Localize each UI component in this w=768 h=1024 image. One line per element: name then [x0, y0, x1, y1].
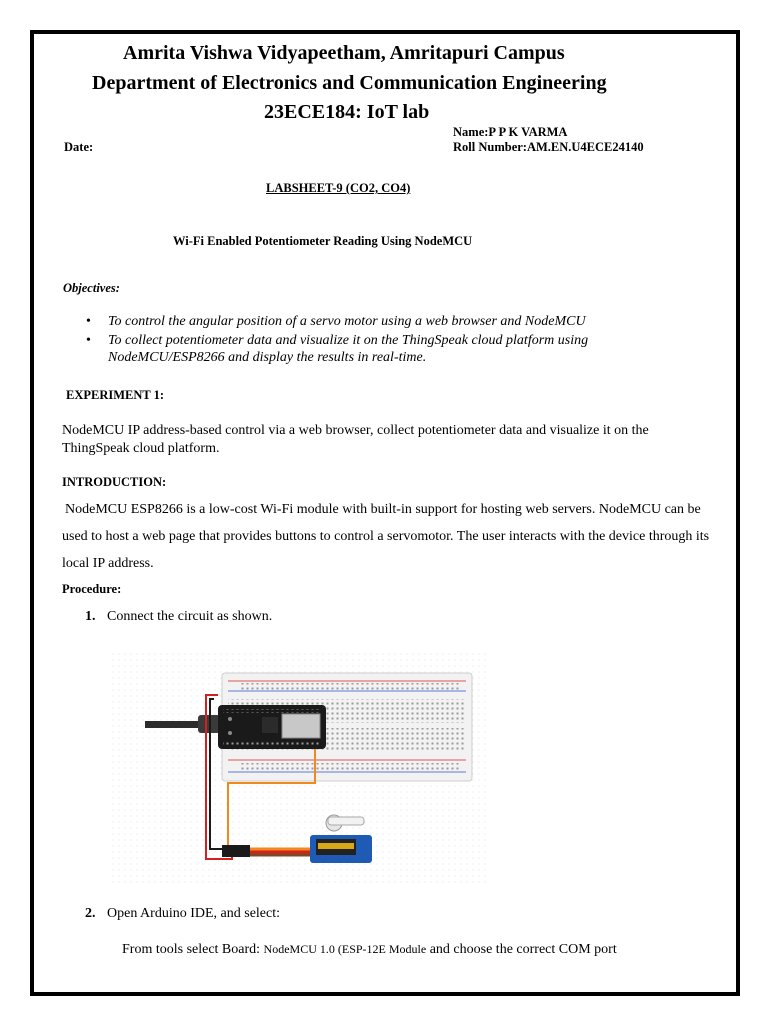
objectives-list [84, 313, 684, 368]
roll-number: Roll Number:AM.EN.U4ECE24140 [453, 140, 644, 154]
procedure-heading: Procedure: [62, 582, 122, 596]
document-title: Wi-Fi Enabled Potentiometer Reading Using NodeMCU [173, 234, 473, 248]
introduction-text: NodeMCU ESP8266 is a low-cost Wi-Fi module with built-in support for hosting web servers. NodeMCU can be used to host a web page that provides buttons to control a servomotor. The user interacts with the device through its local IP address. [62, 502, 710, 571]
experiment-heading: EXPERIMENT 1: [66, 388, 165, 402]
nodemcu-board [218, 705, 326, 749]
objective-item: • To collect potentiometer data and visualize it on the ThingSpeak cloud platform using NodeMCU/ESP8266 and display the results in real-time. [84, 332, 684, 366]
step-2-number: 2. [85, 906, 96, 921]
experiment-text: NodeMCU IP address-based control via a web browser, collect potentiometer data and visualize it on the ThingSpeak cloud platform. [62, 423, 649, 456]
introduction-heading: INTRODUCTION: [62, 475, 167, 489]
board-prefix: From tools select Board: [122, 942, 264, 957]
objective-item: • To control the angular position of a servo motor using a web browser and NodeMCU [84, 313, 684, 330]
objectives-heading: Objectives: [63, 281, 120, 295]
course-title: 23ECE184: IoT lab [264, 101, 430, 123]
labsheet-heading: LABSHEET-9 (CO2, CO4) [266, 181, 411, 195]
step-2-text: Open Arduino IDE, and select: [107, 906, 281, 921]
department-title: Department of Electronics and Communication Engineering [92, 72, 607, 94]
circuit-diagram [110, 651, 488, 886]
university-title: Amrita Vishwa Vidyapeetham, Amritapuri Campus [123, 42, 565, 64]
step-1-text: Connect the circuit as shown. [107, 609, 273, 624]
date-label: Date: [64, 140, 94, 154]
board-instruction [122, 942, 617, 958]
board-name: NodeMCU 1.0 (ESP-12E Module [263, 942, 427, 956]
step-1-number: 1. [85, 609, 96, 624]
student-name: Name:P P K VARMA [453, 125, 568, 139]
board-suffix: and choose the correct COM port [426, 942, 617, 957]
